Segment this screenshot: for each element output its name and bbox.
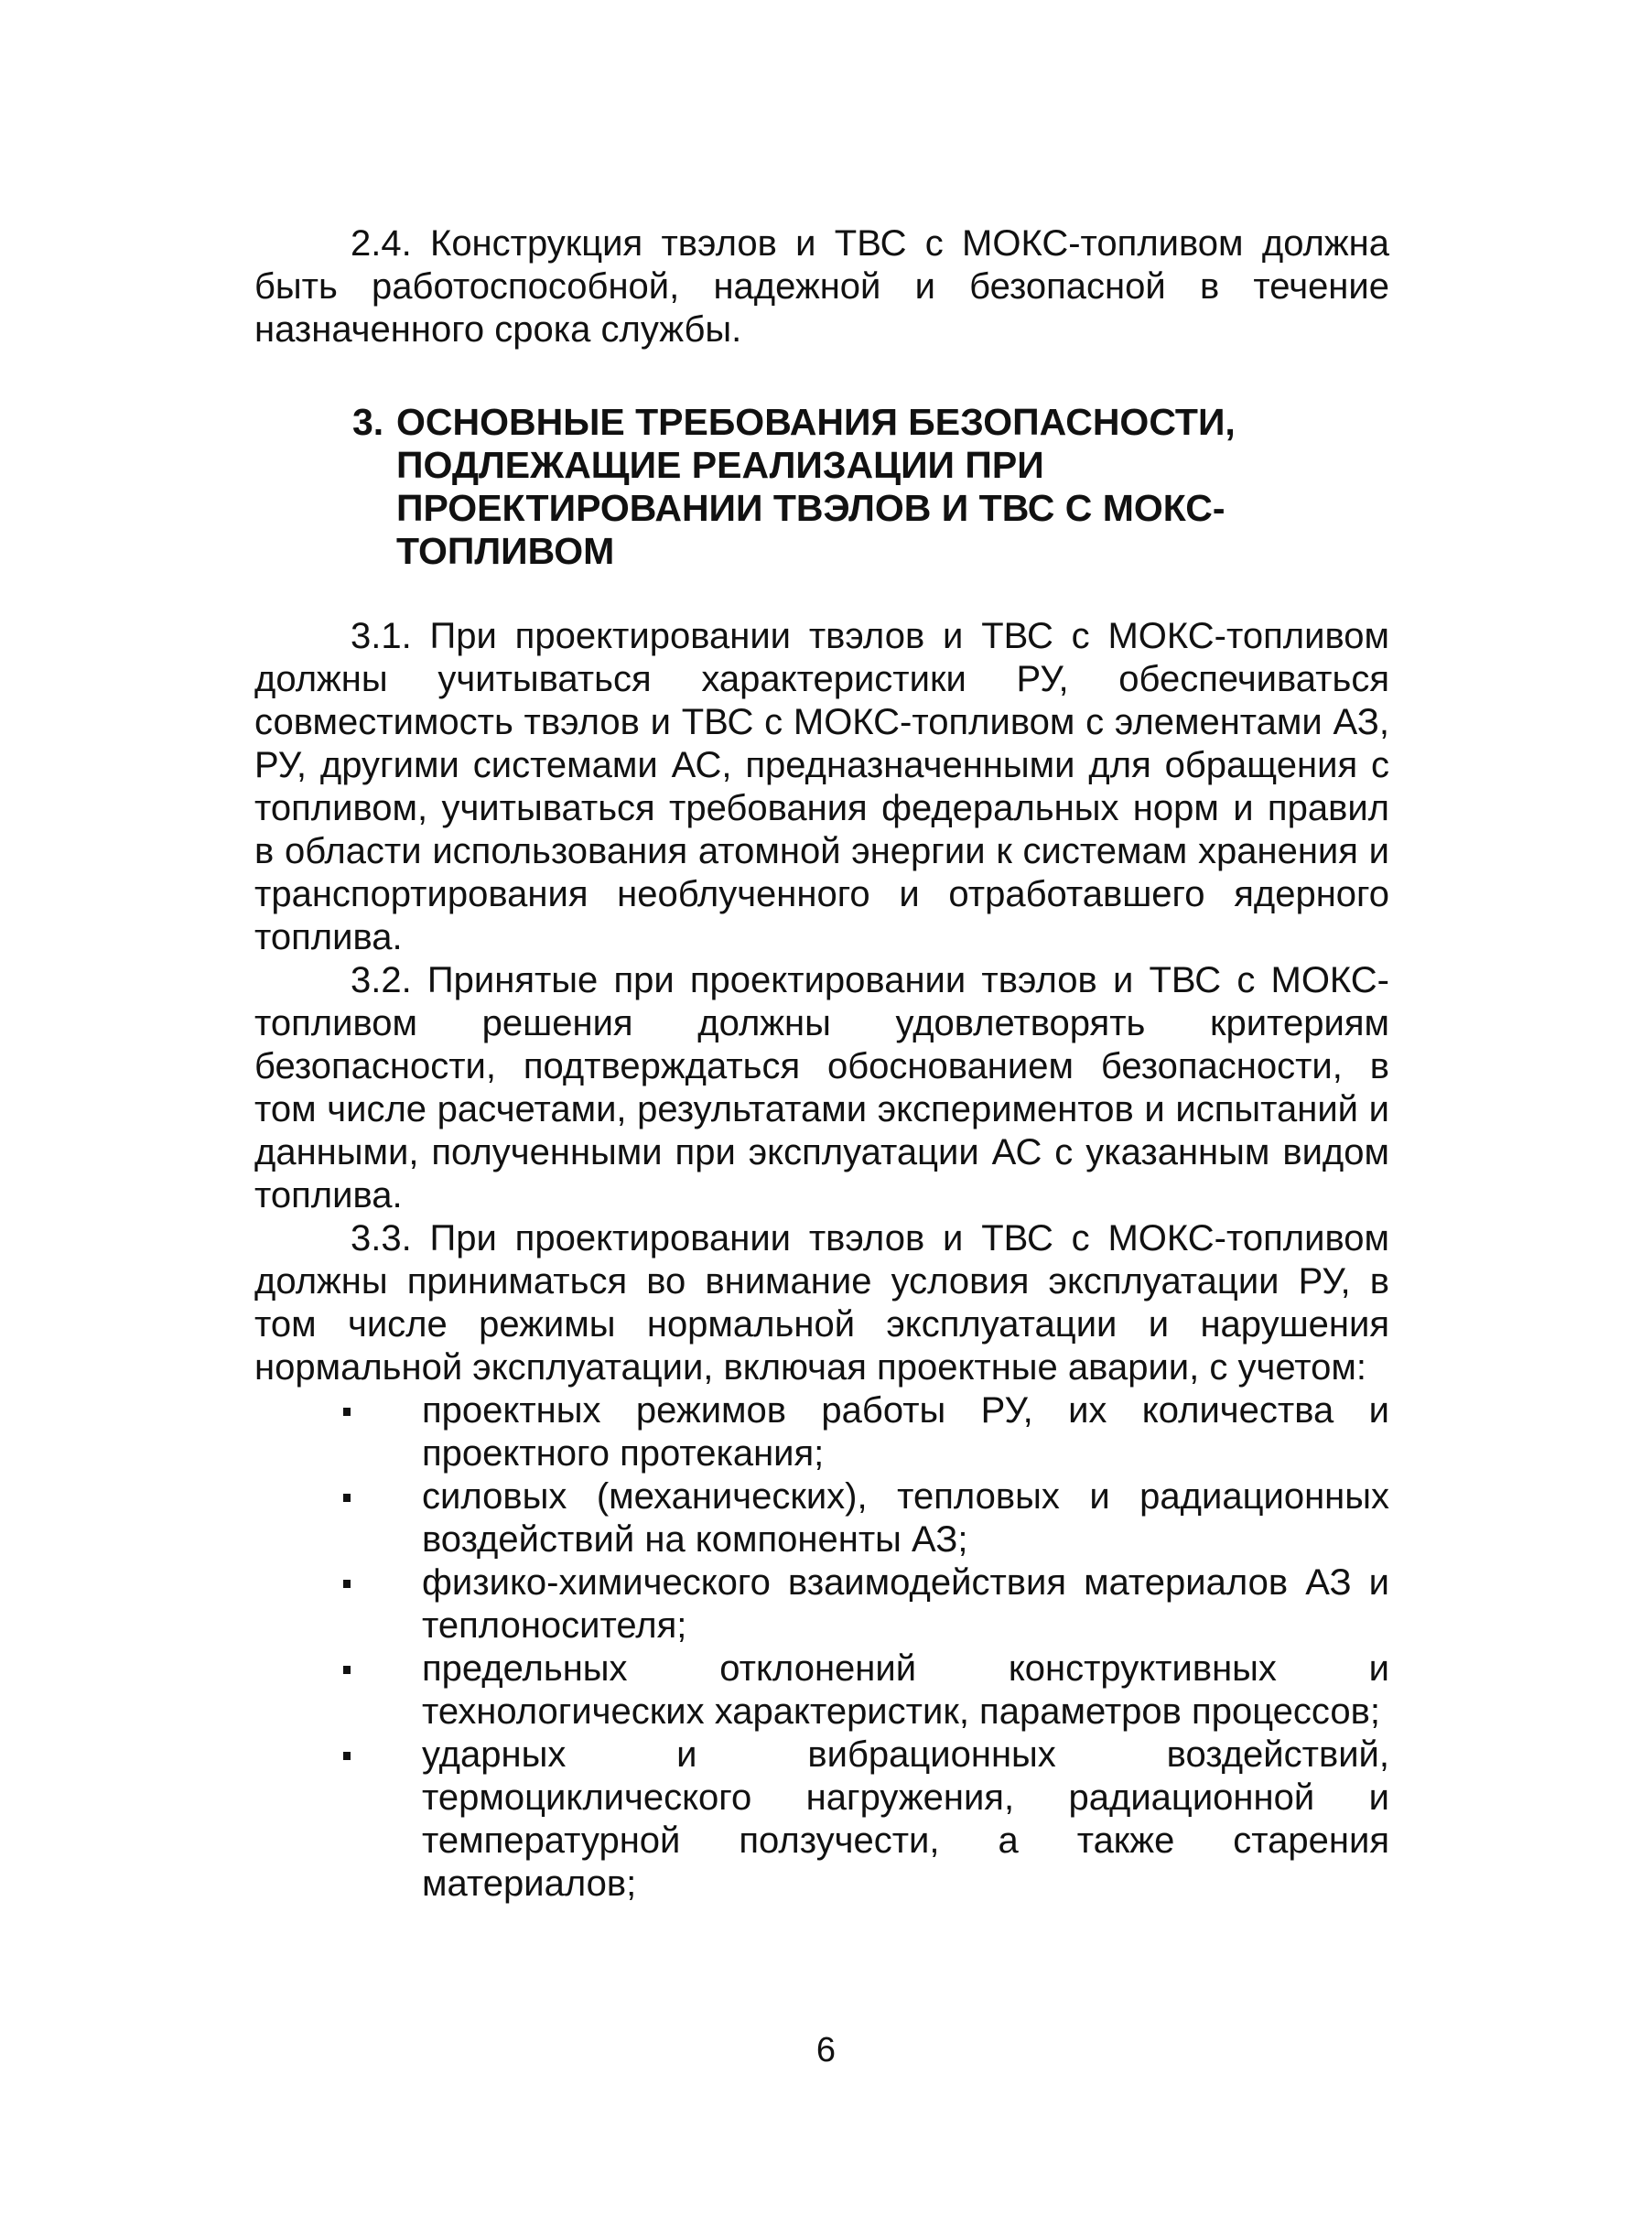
paragraph-2-4: 2.4. Конструкция твэлов и ТВС с МОКС-топливом должна быть работоспособной, надежной и безопасной в течение назначенного срока службы. <box>254 223 1389 350</box>
paragraph-3-2: 3.2. Принятые при проектировании твэлов и ТВС с МОКС-топливом решения должны удовлетворять критериям безопасности, подтверждаться обоснованием безопасности, в том числе расчетами, результатами экспериментов и испытаний и данными, полученными при эксплуатации АС с указанным видом топлива. <box>254 960 1389 1215</box>
paragraph-3-1: 3.1. При проектировании твэлов и ТВС с МОКС-топливом должны учитываться характеристики РУ, обеспечиваться совместимость твэлов и ТВС с МОКС-топливом с элементами АЗ, РУ, другими системами АС, предназначенными для обращения с топливом, учитываться требования федеральных норм и правил в области использования атомной энергии к системам хранения и транспортирования необлученного и отработавшего ядерного топлива. <box>254 616 1389 957</box>
paragraph-3-3: 3.3. При проектировании твэлов и ТВС с МОКС-топливом должны приниматься во внимание условия эксплуатации РУ, в том числе режимы нормальной эксплуатации и нарушения нормальной эксплуатации, включая проектные аварии, с учетом: <box>254 1218 1389 1388</box>
page-number: 6 <box>815 2031 837 2069</box>
section-3-body <box>254 615 1389 1906</box>
paragraph-2-4-block <box>254 222 1389 351</box>
list-item-text: силовых (механических), тепловых и радиационных воздействий на компоненты АЗ; <box>422 1476 1389 1560</box>
section-3-number: 3. <box>352 401 384 443</box>
list-item-text: ударных и вибрационных воздействий, термоциклического нагружения, радиационной и температурной ползучести, а также старения материалов; <box>422 1734 1389 1904</box>
list-item-text: физико-химического взаимодействия материалов АЗ и теплоносителя; <box>422 1562 1389 1646</box>
list-item <box>254 1475 1389 1561</box>
bullet-marker-icon <box>343 1494 351 1502</box>
bullet-marker-icon <box>343 1408 351 1416</box>
conditions-list <box>254 1389 1389 1906</box>
bullet-marker-icon <box>343 1666 351 1674</box>
bullet-marker-icon <box>343 1752 351 1760</box>
list-item <box>254 1647 1389 1734</box>
bullet-marker-icon <box>343 1580 351 1588</box>
list-item <box>254 1389 1389 1475</box>
list-item <box>254 1561 1389 1647</box>
list-item-text: проектных режимов работы РУ, их количества и проектного протекания; <box>422 1390 1389 1474</box>
list-item-text: предельных отклонений конструктивных и технологических характеристик, параметров процессов; <box>422 1648 1389 1732</box>
list-item <box>254 1734 1389 1906</box>
section-3-heading <box>352 401 1359 573</box>
section-3-title: ОСНОВНЫЕ ТРЕБОВАНИЯ БЕЗОПАСНОСТИ, ПОДЛЕЖАЩИЕ РЕАЛИЗАЦИИ ПРИ ПРОЕКТИРОВАНИИ ТВЭЛОВ И ТВС С МОКС-ТОПЛИВОМ <box>396 401 1236 572</box>
